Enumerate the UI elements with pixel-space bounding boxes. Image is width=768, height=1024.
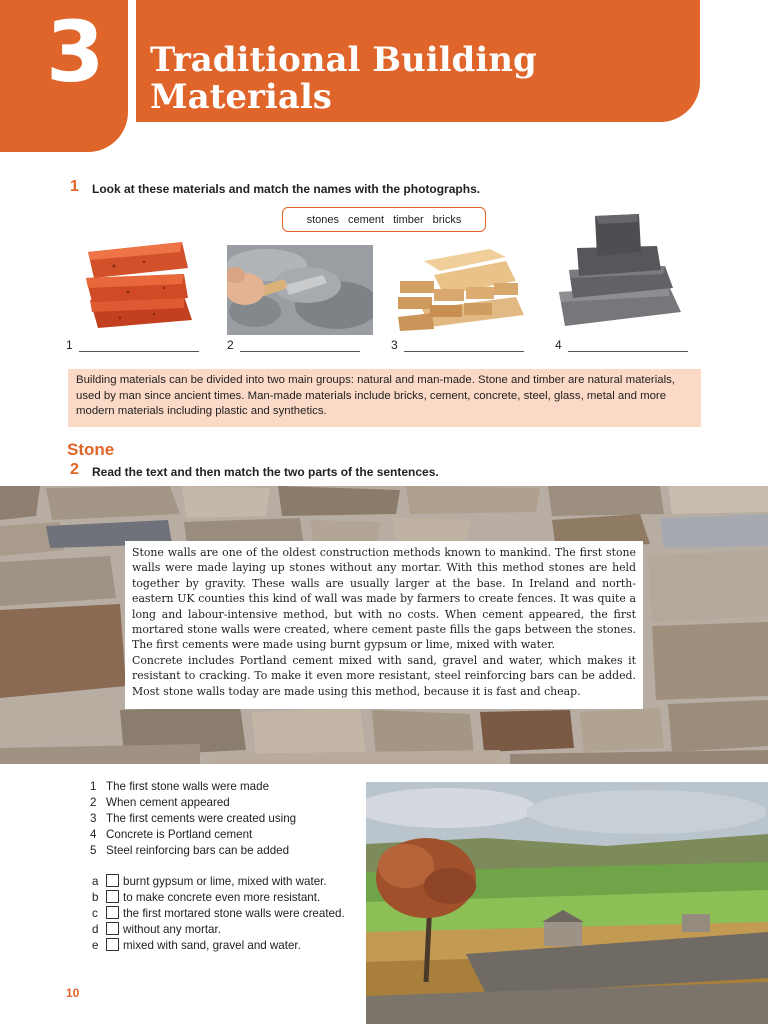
- exercise-2-instruction: Read the text and then match the two parts of the sentences.: [92, 465, 439, 479]
- sentence-text: Concrete is Portland cement: [106, 828, 253, 841]
- exercise-1-number: 1: [70, 178, 79, 195]
- photo-cement: [227, 245, 373, 335]
- chapter-number: 3: [46, 3, 105, 101]
- stone-walls-reading-text: [125, 541, 643, 709]
- option-c-checkbox[interactable]: [106, 906, 119, 919]
- dry-stone-wall-landscape-photo: [366, 782, 768, 1024]
- sentence-end-a: [92, 874, 327, 888]
- exercise-2-number: 2: [70, 461, 79, 478]
- option-letter: b: [92, 891, 99, 904]
- sentence-end-b: [92, 890, 320, 904]
- word-bricks: bricks: [432, 213, 462, 226]
- page-title: [150, 42, 670, 116]
- exercise-1-instruction: Look at these materials and match the names with the photographs.: [92, 182, 481, 196]
- photo-3-label: 3: [391, 338, 398, 352]
- photo-timber: [394, 247, 525, 331]
- photo-stones: [557, 212, 683, 328]
- reading-paragraph-1: Stone walls are one of the oldest construction methods known to mankind. The first stone walls were made laying up stones without any mortar. With this method stones are held together by gravity. These walls are usually larger at the base. In Ireland and north-eastern UK counties this kind of wall was made by farmers to create fences. It was quite a long and labour-intensive method, but with no costs. When cement appeared, the first mortared stone walls were created, where cement paste fills the gaps between the stones. The first cements were made using burnt gypsum or lime, mixed with water.: [132, 546, 636, 652]
- sentence-text: The first stone walls were made: [106, 780, 270, 793]
- photo-bricks: [84, 238, 196, 330]
- option-e-checkbox[interactable]: [106, 938, 119, 951]
- option-d-checkbox[interactable]: [106, 922, 119, 935]
- option-b-checkbox[interactable]: [106, 890, 119, 903]
- word-bank: [282, 207, 486, 232]
- title-line-2: Materials: [150, 77, 332, 117]
- title-line-1: Traditional Building: [150, 40, 537, 80]
- option-letter: e: [92, 939, 99, 952]
- photo-1-label: 1: [66, 338, 73, 352]
- sentence-number: 2: [90, 796, 97, 809]
- option-letter: a: [92, 875, 99, 888]
- photo-1-answer-line[interactable]: [66, 338, 199, 352]
- sentence-number: 1: [90, 780, 97, 793]
- option-text: to make concrete even more resistant.: [123, 891, 321, 904]
- word-timber: timber: [393, 213, 424, 226]
- photo-2-label: 2: [227, 338, 234, 352]
- page-number: 10: [66, 986, 80, 1000]
- option-letter: c: [92, 907, 98, 920]
- sentence-start-2: [90, 795, 230, 811]
- option-text: the first mortared stone walls were created.: [123, 907, 345, 920]
- word-cement: cement: [348, 213, 385, 226]
- section-heading-stone: Stone: [67, 440, 115, 459]
- sentence-text: Steel reinforcing bars can be added: [106, 844, 290, 857]
- option-letter: d: [92, 923, 99, 936]
- sentence-end-e: [92, 938, 301, 952]
- sentence-end-d: [92, 922, 221, 936]
- photo-3-answer-line[interactable]: [391, 338, 524, 352]
- sentence-text: The first cements were created using: [106, 812, 297, 825]
- photo-2-answer-line[interactable]: [227, 338, 360, 352]
- sentence-end-c: [92, 906, 345, 920]
- option-text: burnt gypsum or lime, mixed with water.: [123, 875, 327, 888]
- sentence-start-1: [90, 779, 269, 795]
- option-text: without any mortar.: [123, 923, 221, 936]
- sentence-number: 4: [90, 828, 97, 841]
- sentence-start-3: [90, 811, 296, 827]
- photo-4-label: 4: [555, 338, 562, 352]
- sentence-start-4: [90, 827, 252, 843]
- option-a-checkbox[interactable]: [106, 874, 119, 887]
- sentence-text: When cement appeared: [106, 796, 230, 809]
- option-text: mixed with sand, gravel and water.: [123, 939, 301, 952]
- sentence-start-5: [90, 843, 289, 859]
- word-stones: stones: [306, 213, 340, 226]
- sentence-number: 5: [90, 844, 97, 857]
- sentence-number: 3: [90, 812, 97, 825]
- chapter-header: [0, 0, 700, 152]
- info-box: Building materials can be divided into two main groups: natural and man-made. Stone and timber are natural materials, used by man since ancient times. Man-made materials include bricks, cement, concrete, steel, glass, metal and more modern materials including plastic and synthetics.: [68, 369, 701, 427]
- reading-paragraph-2: Concrete includes Portland cement mixed with sand, gravel and water, which makes it resistant to cracking. To make it even more resistant, steel reinforcing bars can be added. Most stone walls today are made using this method, because it is fast and cheap.: [132, 653, 636, 698]
- photo-4-answer-line[interactable]: [555, 338, 688, 352]
